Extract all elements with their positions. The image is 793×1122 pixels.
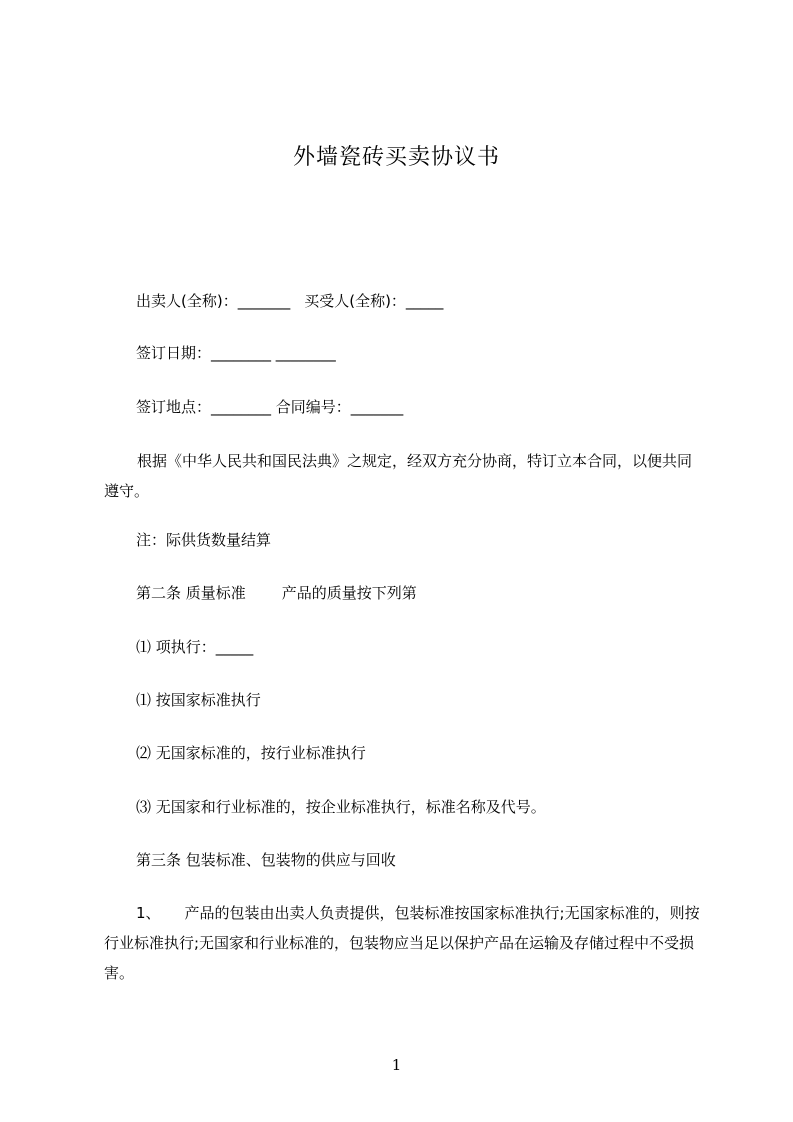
place-line [136,396,403,418]
page-number: 1 [391,1056,402,1074]
intro-paragraph: 根据《中华人民共和国民法典》之规定，经双方充分协商，特订立本合同，以便共同遵守。 [104,452,693,500]
contract-number-field: 合同编号：_______ [275,398,404,416]
sign-date-extra: ________ [275,344,336,362]
article-2-text: 产品的质量按下列第 [281,584,417,602]
party-line [136,290,443,312]
clause-1-number: 1、 [136,904,161,922]
clause-1-text: 产品的包装由出卖人负责提供，包装标准按国家标准执行;无国家标准的，则按行业标准执行;无国家和行业标准的，包装物应当足以保护产品在运输及存储过程中不受损害。 [104,904,700,982]
article-3-heading: 第三条 包装标准、包装物的供应与回收 [136,851,396,869]
sign-date-field: 签订日期：________ [136,344,272,362]
sign-place-field: 签订地点：________ [136,398,272,416]
document-title: 外墙瓷砖买卖协议书 [292,145,500,170]
clause-1-paragraph [104,898,704,988]
list-item: ⑴ 项执行：_____ [136,638,254,656]
list-item: ⑴ 按国家标准执行 [136,691,261,709]
list-item: ⑵ 无国家标准的，按行业标准执行 [136,744,366,762]
buyer-field: 买受人(全称)：_____ [304,292,444,310]
article-2-heading: 第二条 质量标准 [136,584,246,602]
seller-field: 出卖人(全称)：_______ [136,292,291,310]
list-item: ⑶ 无国家和行业标准的，按企业标准执行，标准名称及代号。 [136,798,546,816]
sign-date-line [136,342,336,364]
note-line: 注：际供货数量结算 [136,531,272,549]
article-2-line [136,582,417,604]
